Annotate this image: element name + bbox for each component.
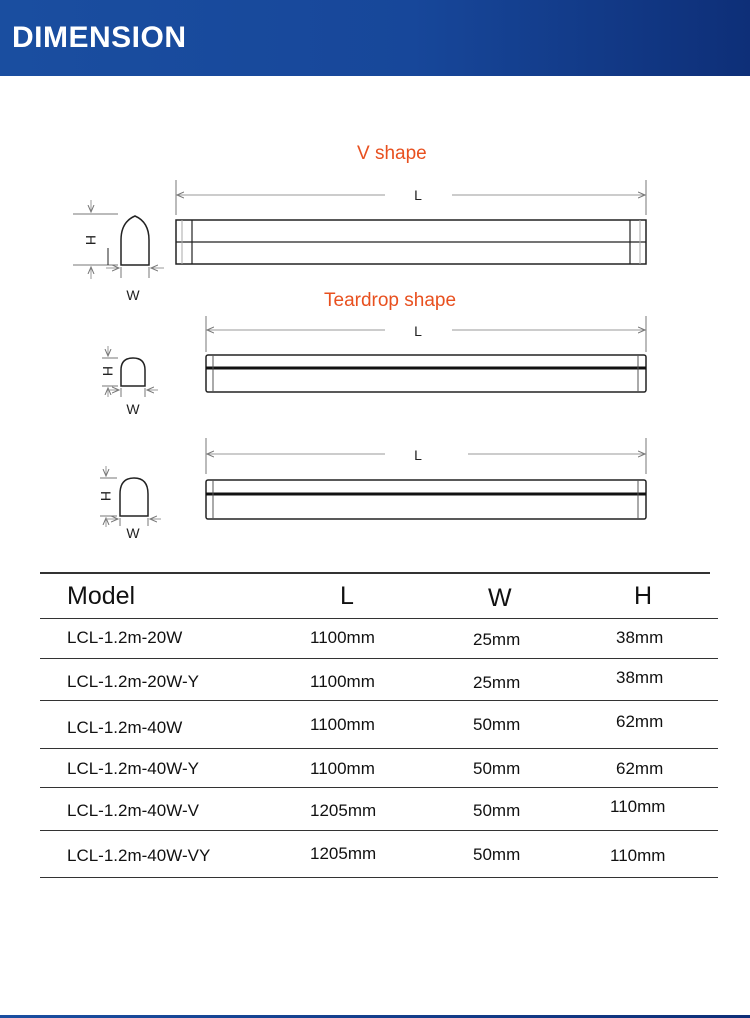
column-header-h: H bbox=[634, 582, 653, 610]
row-4-h: 62mm bbox=[616, 759, 664, 778]
teardrop-shape-title: Teardrop shape bbox=[324, 290, 457, 311]
v-shape-title: V shape bbox=[357, 143, 427, 164]
row-4-w: 50mm bbox=[473, 759, 521, 778]
row-5-l: 1205mm bbox=[310, 801, 377, 820]
row-3-l: 1100mm bbox=[310, 715, 375, 734]
spec-table bbox=[40, 572, 718, 880]
row-2-model: LCL-1.2m-20W-Y bbox=[67, 672, 199, 691]
page-title: DIMENSION bbox=[12, 21, 187, 54]
row-3-w: 50mm bbox=[473, 715, 521, 734]
column-header-w: W bbox=[488, 584, 512, 612]
teardrop-height-label: H bbox=[100, 365, 116, 377]
column-header-model: Model bbox=[67, 582, 136, 610]
v-shape-tube bbox=[176, 220, 646, 264]
round-length-label: L bbox=[414, 447, 422, 463]
row-1-h: 38mm bbox=[616, 628, 664, 647]
column-header-l: L bbox=[340, 582, 354, 610]
row-6-h: 110mm bbox=[610, 846, 666, 865]
row-6-model: LCL-1.2m-40W-VY bbox=[67, 846, 211, 865]
row-2-w: 25mm bbox=[473, 673, 521, 692]
row-4-l: 1100mm bbox=[310, 759, 375, 778]
row-5-model: LCL-1.2m-40W-V bbox=[67, 801, 199, 820]
v-shape-width-label: W bbox=[126, 287, 140, 303]
row-3-model: LCL-1.2m-40W bbox=[67, 718, 183, 737]
round-length-dimension bbox=[206, 438, 646, 474]
table-top-rule bbox=[40, 572, 710, 574]
table-bottom-rule bbox=[40, 877, 718, 878]
row-3-h: 62mm bbox=[616, 712, 664, 731]
teardrop-profile bbox=[100, 346, 158, 417]
table-rule bbox=[40, 830, 718, 831]
round-width-label: W bbox=[126, 525, 140, 541]
row-1-l: 1100mm bbox=[310, 628, 375, 647]
teardrop-length-label: L bbox=[414, 323, 422, 339]
row-1-w: 25mm bbox=[473, 630, 521, 649]
row-6-l: 1205mm bbox=[310, 844, 377, 863]
table-rule bbox=[40, 658, 718, 659]
v-shape-length-dimension bbox=[176, 180, 646, 215]
table-rule bbox=[40, 618, 718, 619]
row-5-h: 110mm bbox=[610, 797, 666, 816]
teardrop-width-label: W bbox=[126, 401, 140, 417]
teardrop-length-dimension bbox=[206, 316, 646, 352]
row-6-w: 50mm bbox=[473, 845, 521, 864]
row-2-l: 1100mm bbox=[310, 672, 375, 691]
round-tube bbox=[206, 480, 646, 519]
v-shape-length-label: L bbox=[414, 187, 422, 203]
table-rule bbox=[40, 700, 718, 701]
row-5-w: 50mm bbox=[473, 801, 521, 820]
row-1-model: LCL-1.2m-20W bbox=[67, 628, 183, 647]
v-shape-height-label: H bbox=[83, 234, 99, 246]
row-2-h: 38mm bbox=[616, 668, 664, 687]
teardrop-tube bbox=[206, 355, 646, 392]
table-rule bbox=[40, 748, 718, 749]
row-4-model: LCL-1.2m-40W-Y bbox=[67, 759, 199, 778]
v-shape-profile bbox=[73, 200, 164, 303]
round-height-label: H bbox=[98, 490, 114, 502]
table-rule bbox=[40, 787, 718, 788]
round-profile bbox=[98, 466, 161, 541]
